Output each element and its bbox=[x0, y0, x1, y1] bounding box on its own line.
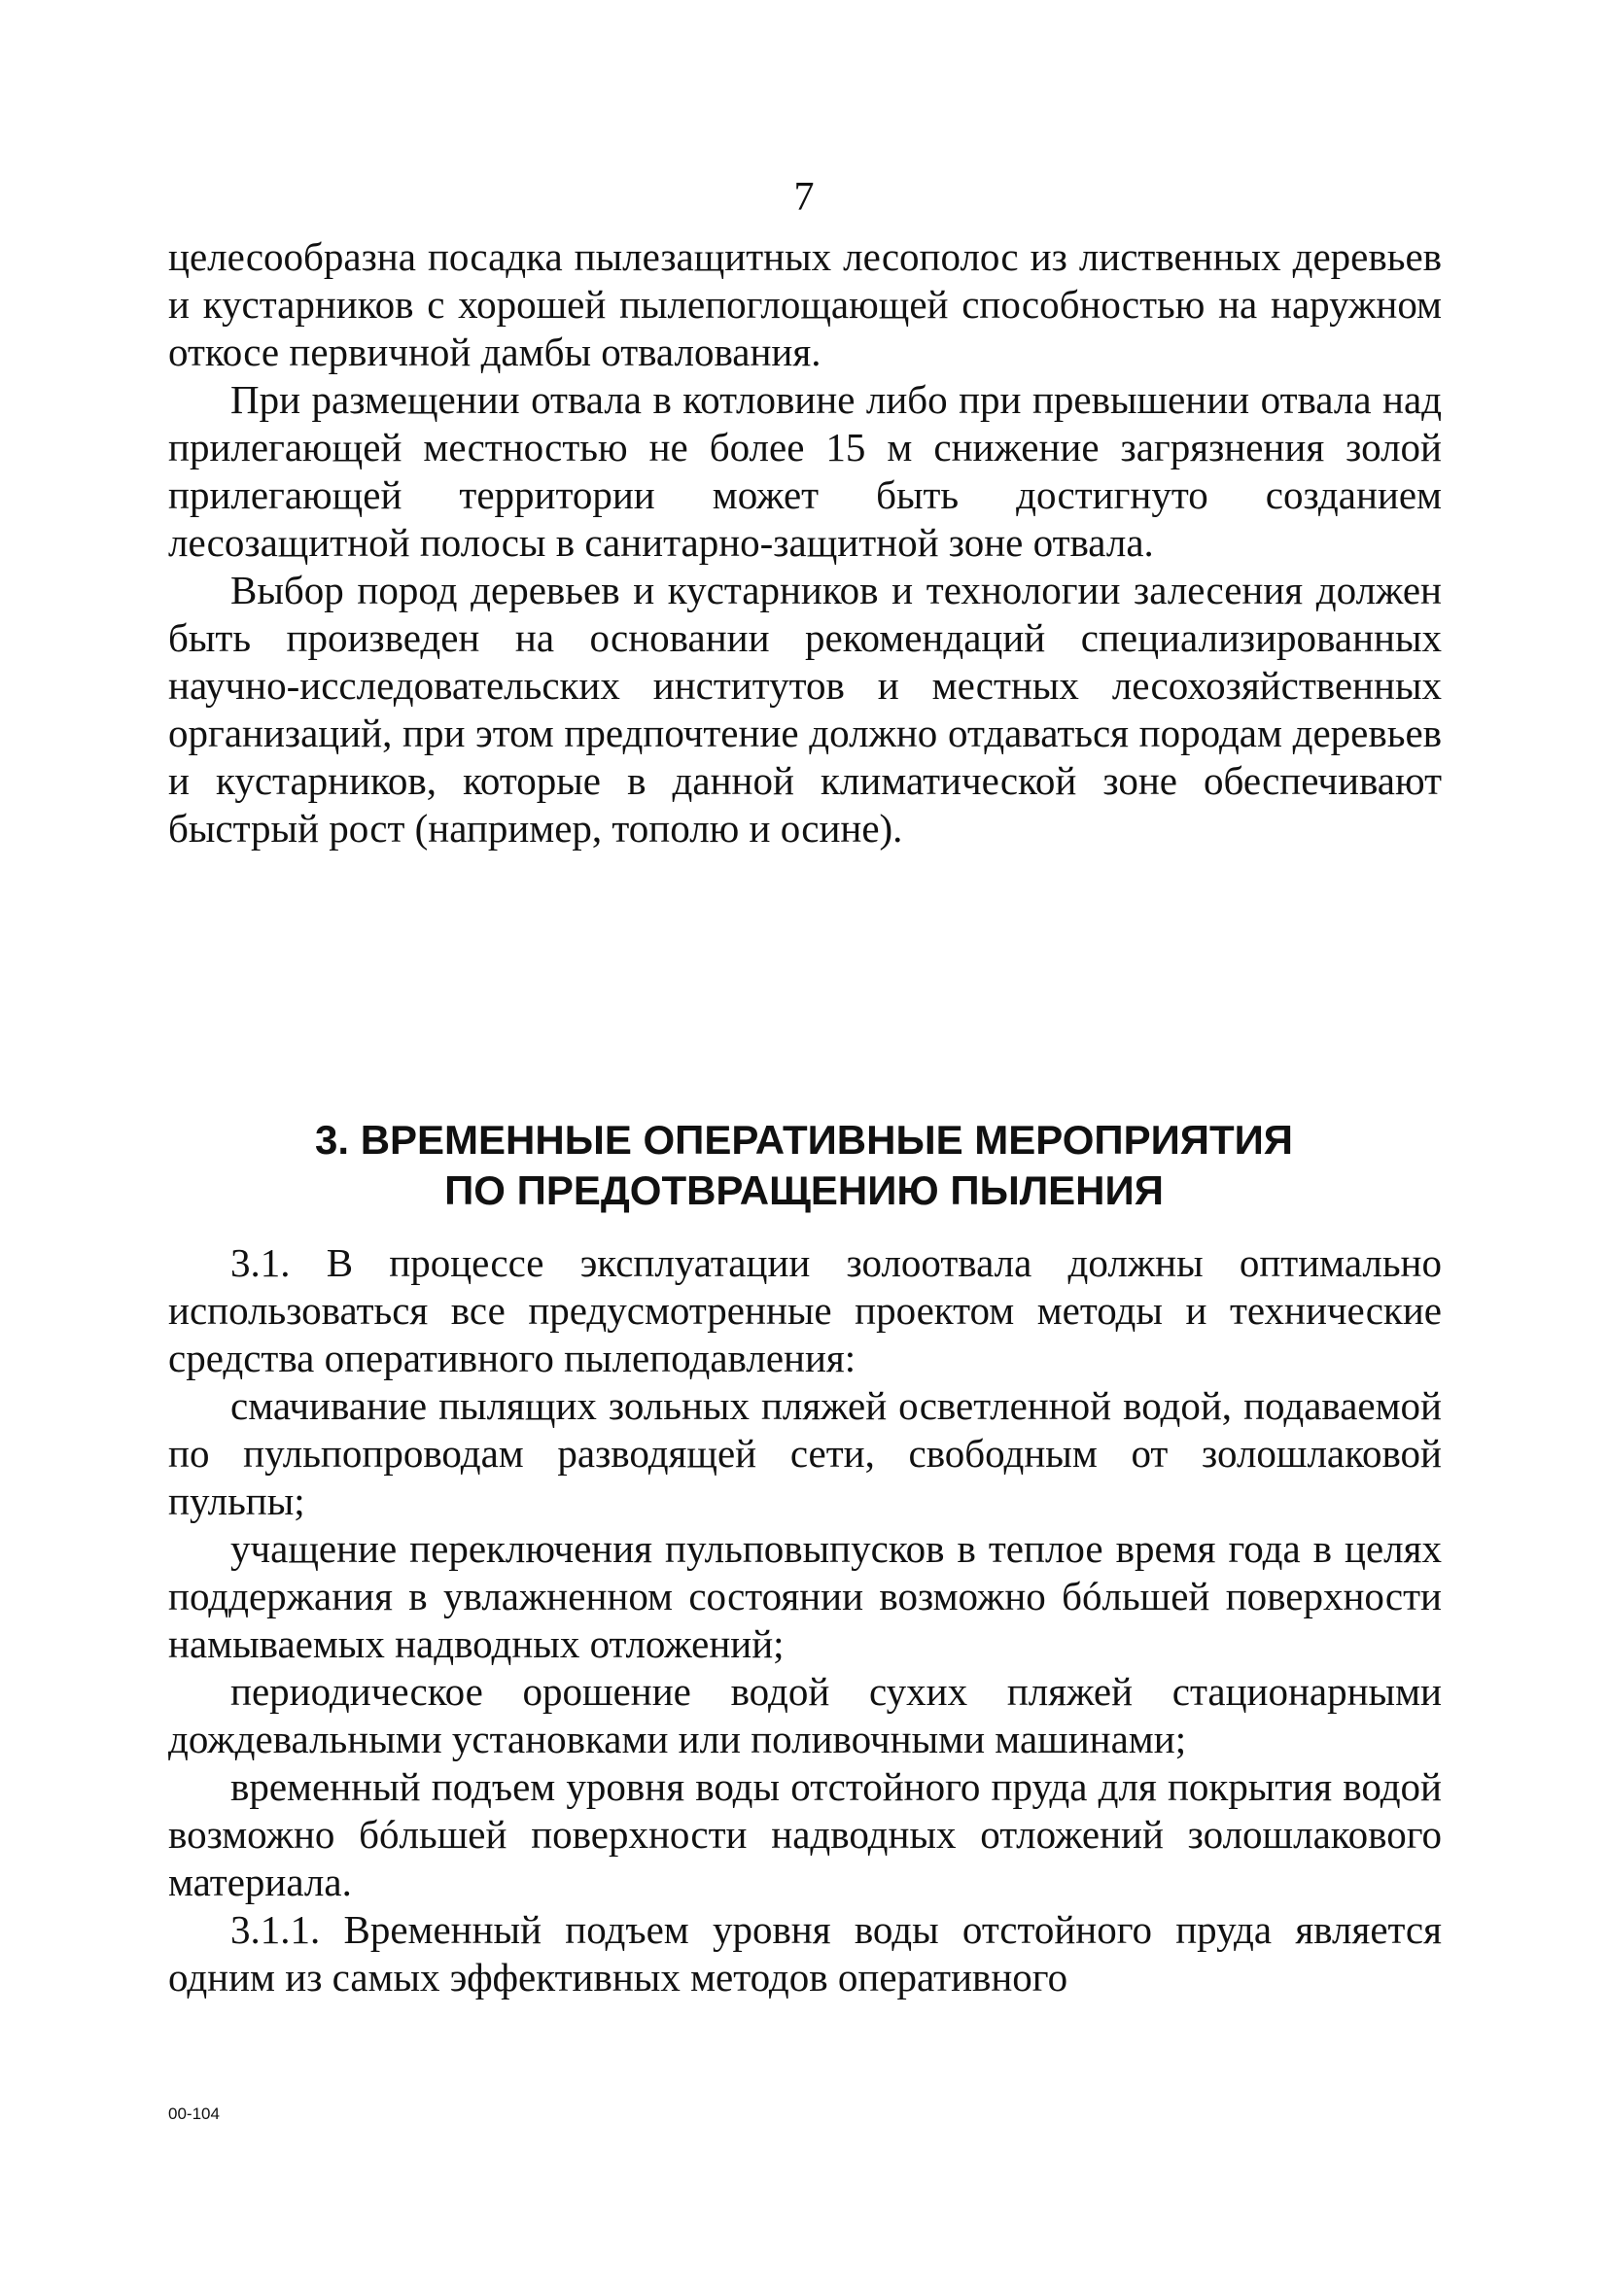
list-item: учащение переключения пульповыпусков в теплое время года в целях поддержания в увлажненном состоянии возможно бóльшей поверхности намываемых надводных отложений; bbox=[168, 1526, 1442, 1666]
paragraph: Выбор пород деревьев и кустарников и технологии залесения должен быть произведен на основании рекомендаций специализированных научно-исследовательских институтов и местных лесохозяйственных организаций, при этом предпочтение должно отдаваться породам деревьев и кустарников, которые в данной климатической зоне обеспечивают быстрый рост (например, тополю и осине). bbox=[168, 568, 1442, 851]
paragraph: При размещении отвала в котловине либо при превышении отвала над прилегающей местностью не более 15 м снижение загрязнения золой прилегающей территории может быть достигнуто созданием лесозащитной полосы в санитарно-защитной зоне отвала. bbox=[168, 377, 1442, 565]
list-item: временный подъем уровня воды отстойного пруда для покрытия водой возможно бóльшей поверхности надводных отложений золошлакового материала. bbox=[168, 1764, 1442, 1904]
page-number: 7 bbox=[793, 175, 815, 220]
section-heading-line: ПО ПРЕДОТВРАЩЕНИЮ ПЫЛЕНИЯ bbox=[444, 1167, 1164, 1213]
paragraph-3-1: 3.1. В процессе эксплуатации золоотвала должны оптимально использоваться все предусмотренные проектом методы и технические средства оперативного пылеподавления: bbox=[168, 1240, 1442, 1380]
paragraph-3-1-1: 3.1.1. Временный подъем уровня воды отстойного пруда является одним из самых эффективных методов оперативного bbox=[168, 1907, 1442, 2000]
list-item: периодическое орошение водой сухих пляжей стационарными дождевальными установками или поливочными машинами; bbox=[168, 1669, 1442, 1761]
intro-text-block bbox=[168, 233, 1442, 852]
section-heading-line: 3. ВРЕМЕННЫЕ ОПЕРАТИВНЫЕ МЕРОПРИЯТИЯ bbox=[315, 1117, 1293, 1163]
list-item: смачивание пылящих зольных пляжей осветленной водой, подаваемой по пульпопроводам разводящей сети, свободным от золошлаковой пульпы; bbox=[168, 1383, 1442, 1523]
paragraph-continuation: целесообразна посадка пылезащитных лесополос из лиственных деревьев и кустарников с хорошей пылепоглощающей способностью на наружном откосе первичной дамбы отвалования. bbox=[168, 234, 1442, 374]
section-heading bbox=[0, 1115, 1608, 1216]
section-text-block bbox=[168, 1239, 1442, 2001]
footer-code: 00-104 bbox=[168, 2105, 220, 2123]
